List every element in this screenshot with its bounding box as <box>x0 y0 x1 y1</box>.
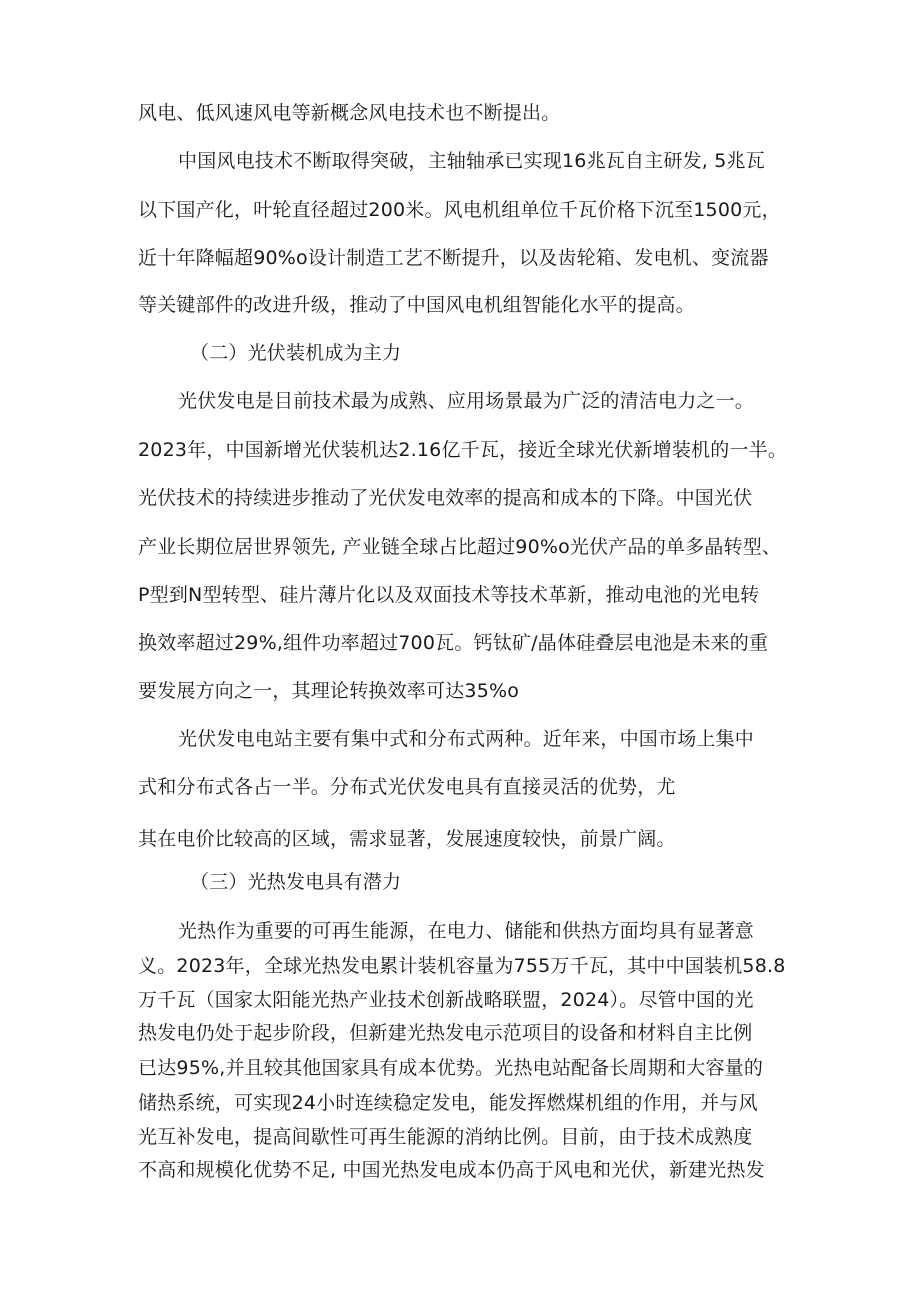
paragraph-line: 等关键部件的改进升级，推动了中国风电机组智能化水平的提高。 <box>138 294 695 316</box>
section-heading: （三）光热发电具有潜力 <box>190 871 402 893</box>
paragraph-line: 万千瓦（国家太阳能光热产业技术创新战略联盟，2024）。尽管中国的光 <box>138 989 754 1011</box>
paragraph-line: 热发电仍处于起步阶段，但新建光热发电示范项目的设备和材料自主比例 <box>138 1022 753 1044</box>
paragraph-line: 风电、低风速风电等新概念风电技术也不断提出。 <box>138 102 561 124</box>
paragraph-line: P型到N型转型、硅片薄片化以及双面技术等技术革新，推动电池的光电转 <box>138 584 760 606</box>
paragraph-line: 不高和规模化优势不足, 中国光热发电成本仍高于风电和光伏，新建光热发 <box>138 1159 765 1181</box>
paragraph-line: 义。2023年，全球光热发电累计装机容量为755万千瓦，其中中国装机58.8 <box>138 955 786 977</box>
paragraph-line: 换效率超过29%,组件功率超过700瓦。钙钛矿/晶体硅叠层电池是未来的重 <box>138 632 769 654</box>
paragraph-line: 光伏发电电站主要有集中式和分布式两种。近年来，中国市场上集中 <box>178 728 755 750</box>
paragraph-line: 光热作为重要的可再生能源，在电力、储能和供热方面均具有显著意 <box>178 920 755 942</box>
paragraph-line: 中国风电技术不断取得突破，主轴轴承已实现16兆瓦自主研发, 5兆瓦 <box>178 150 765 172</box>
section-heading: （二）光伏装机成为主力 <box>190 342 402 364</box>
paragraph-line: 其在电价比较高的区域，需求显著，发展速度较快，前景广阔。 <box>138 828 676 850</box>
paragraph-line: 光伏发电是目前技术最为成熟、应用场景最为广泛的清洁电力之一。 <box>178 390 755 412</box>
paragraph-line: 储热系统，可实现24小时连续稳定发电，能发挥燃煤机组的作用，并与风 <box>138 1092 758 1114</box>
paragraph-line: 以下国产化，叶轮直径超过200米。风电机组单位千瓦价格下沉至1500元， <box>138 199 781 221</box>
paragraph-line: 式和分布式各占一半。分布式光伏发电具有直接灵活的优势，尤 <box>138 776 676 798</box>
paragraph-line: 已达95%,并且较其他国家具有成本优势。光热电站配备长周期和大容量的 <box>138 1057 764 1079</box>
paragraph-line: 光互补发电，提高间歇性可再生能源的消纳比例。目前，由于技术成熟度 <box>138 1126 753 1148</box>
paragraph-line: 近十年降幅超90%o设计制造工艺不断提升，以及齿轮箱、发电机、变流器 <box>138 247 769 269</box>
paragraph-line: 2023年，中国新增光伏装机达2.16亿千瓦，接近全球光伏新增装机的一半。 <box>138 439 788 461</box>
paragraph-line: 要发展方向之一，其理论转换效率可达35%o <box>138 680 520 702</box>
paragraph-line: 产业长期位居世界领先, 产业链全球占比超过90%o光伏产品的单多晶转型、 <box>138 536 782 558</box>
paragraph-line: 光伏技术的持续进步推动了光伏发电效率的提高和成本的下降。中国光伏 <box>138 487 753 509</box>
